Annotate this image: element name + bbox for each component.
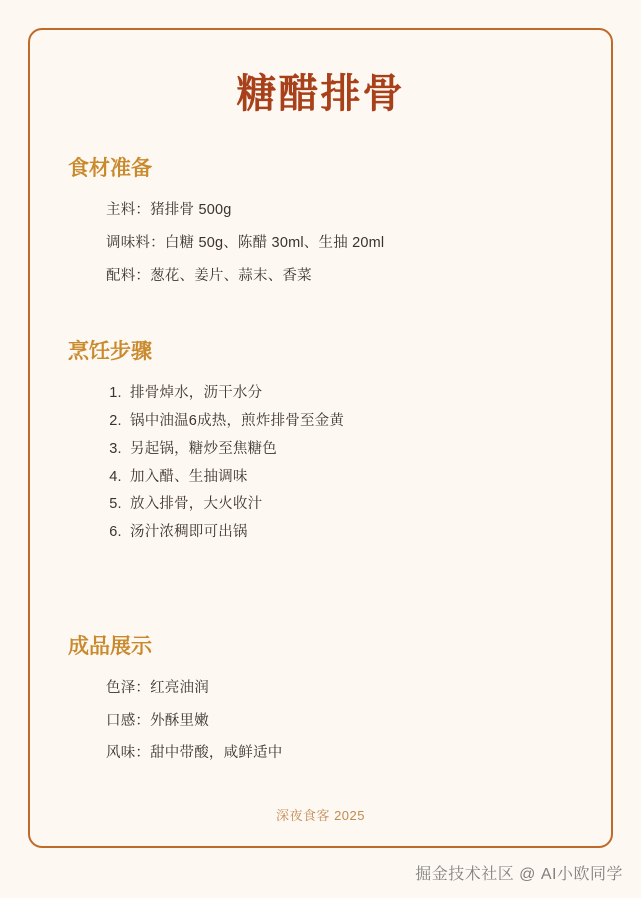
list-item	[106, 678, 577, 700]
steps-list	[64, 383, 577, 544]
ingredient-value: 葱花、姜片、蒜末、香菜	[150, 267, 312, 284]
result-label: 色泽：	[106, 679, 151, 696]
section-steps	[64, 335, 577, 544]
result-label: 口感：	[106, 712, 151, 729]
ingredient-label: 配料：	[106, 267, 151, 284]
list-item: 6. 汤汁浓稠即可出锅	[126, 522, 577, 544]
list-item	[106, 743, 577, 765]
section-result	[64, 630, 577, 765]
section-heading-steps: 烹饪步骤	[68, 340, 152, 364]
section-ingredients	[64, 152, 577, 287]
ingredient-value: 猪排骨 500g	[150, 202, 232, 218]
result-list	[64, 678, 577, 765]
result-value: 红亮油润	[150, 679, 209, 696]
list-item: 2. 锅中油温6成热，煎炸排骨至金黄	[126, 411, 577, 433]
list-item: 3. 另起锅，糖炒至焦糖色	[126, 439, 577, 461]
ingredient-value: 白糖 50g、陈醋 30ml、生抽 20ml	[164, 234, 385, 251]
footer-text: 深夜食客 2025	[275, 808, 366, 823]
list-item: 1. 排骨焯水，沥干水分	[126, 383, 577, 405]
list-item	[106, 200, 577, 222]
watermark: 掘金技术社区 @ AI小欧同学	[415, 866, 623, 883]
list-item	[106, 233, 577, 255]
ingredient-label: 主料：	[106, 202, 151, 218]
list-item: 4. 加入醋、生抽调味	[126, 467, 577, 489]
result-value: 甜中带酸，咸鲜适中	[150, 745, 283, 762]
ingredient-label: 调味料：	[106, 234, 165, 251]
result-label: 风味：	[106, 745, 151, 762]
section-heading-ingredients: 食材准备	[68, 157, 152, 180]
page-title: 糖醋排骨	[236, 72, 405, 116]
list-item	[106, 266, 577, 288]
list-item	[106, 711, 577, 733]
recipe-card	[28, 28, 613, 848]
ingredients-list	[64, 200, 577, 287]
section-heading-result: 成品展示	[68, 634, 152, 658]
result-value: 外酥里嫩	[150, 712, 209, 729]
recipe-card-content	[30, 30, 611, 846]
list-item: 5. 放入排骨，大火收汁	[126, 494, 577, 516]
